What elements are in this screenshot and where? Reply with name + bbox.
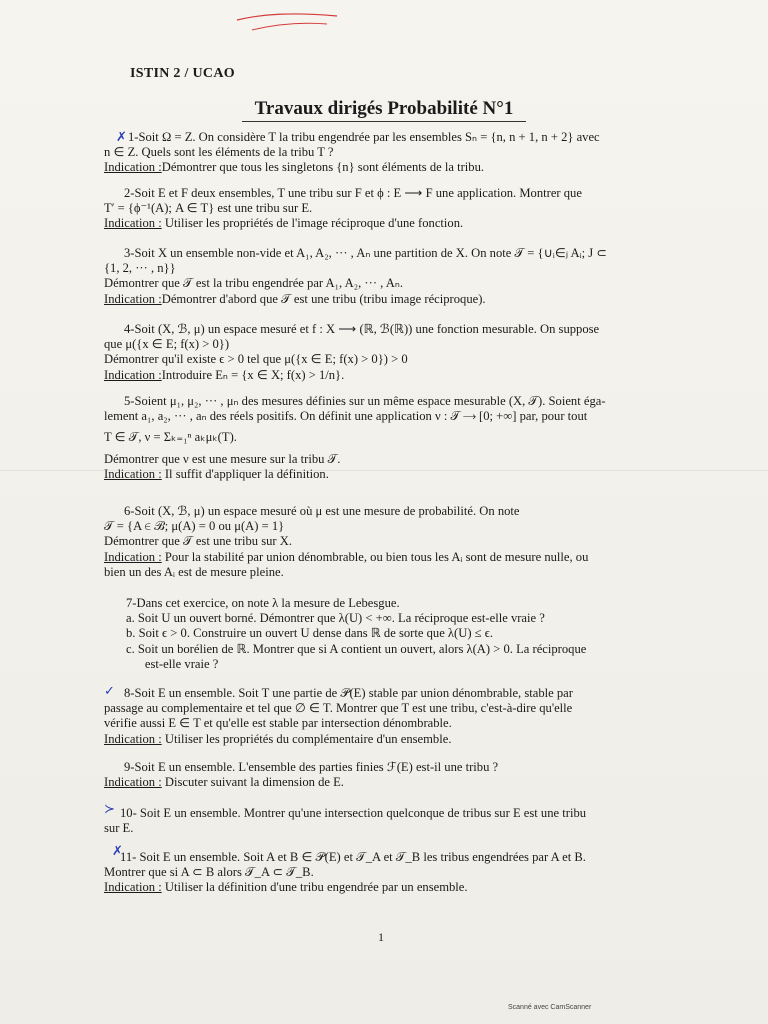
exercise-line: passage au complementaire et tel que ∅ ∈ T. Montrer que T est une tribu, c'est-à-dire qu'elle (104, 701, 573, 716)
exercise-line: sur E. (104, 821, 134, 836)
exercise-line: Démontrer que 𝒯 est la tribu engendrée par A₁, A₂, ··· , Aₙ. (104, 276, 404, 291)
indication (104, 880, 668, 895)
exercise-line: 7-Dans cet exercice, on note λ la mesure de Lebesgue. (126, 596, 400, 610)
document-title: Travaux dirigés Probabilité N°1 (254, 98, 514, 119)
indication (104, 160, 668, 175)
sub-item: c. Soit un borélien de ℝ. Montrer que si A contient un ouvert, alors λ(A) > 0. La réciproque (126, 641, 587, 656)
exercise-line: 10- Soit E un ensemble. Montrer qu'une intersection quelconque de tribus sur E est une tribu (120, 806, 587, 820)
red-pen-scribble (232, 8, 342, 38)
indication (104, 368, 668, 383)
title-underline (242, 121, 526, 122)
exercise-line: que μ({x ∈ E; f(x) > 0}) (104, 337, 230, 352)
exercise-7 (126, 596, 668, 672)
exercise-line: Montrer que si A ⊂ B alors 𝒯_A ⊂ 𝒯_B. (104, 865, 314, 880)
indication-label: Indication : (104, 731, 162, 746)
exercise-line: Démontrer que ν est une mesure sur la tribu 𝒯. (104, 451, 341, 466)
indication-text: Utiliser les propriétés du complémentaire d'un ensemble. (161, 731, 452, 746)
indication (104, 732, 668, 747)
exercise-6 (104, 504, 668, 580)
exercise-line: 6-Soit (X, ℬ, μ) un espace mesuré où μ est une mesure de probabilité. On note (124, 504, 520, 518)
page-number: 1 (378, 930, 384, 944)
indication (104, 467, 668, 482)
institution-header: ISTIN 2 / UCAO (130, 66, 235, 81)
exercise-1 (104, 130, 668, 176)
indication-label: Indication : (104, 880, 162, 895)
exercise-line: n ∈ Z. Quels sont les éléments de la tribu T ? (104, 145, 334, 160)
exercise-line: T ∈ 𝒯, ν = Σₖ₌₁ⁿ aₖμₖ(T). (104, 430, 237, 445)
sub-item: a. Soit U un ouvert borné. Démontrer que λ(U) < +∞. La réciproque est-elle vraie ? (126, 611, 545, 626)
indication-text: Utiliser les propriétés de l'image réciproque d'une fonction. (161, 216, 464, 231)
exercise-line: 11- Soit E un ensemble. Soit A et B ∈ 𝒫(E) et 𝒯_A et 𝒯_B les tribus engendrées par A et B. (120, 850, 586, 864)
exercise-line: 5-Soient μ₁, μ₂, ··· , μₙ des mesures définies sur un même espace mesurable (X, 𝒯). Soient éga- (124, 394, 606, 408)
pen-check-mark: ✓ (104, 684, 115, 699)
exercise-line: 3-Soit X un ensemble non-vide et A₁, A₂, ··· , Aₙ une partition de X. On note 𝒯 = {∪ᵢ∈ⱼ Aᵢ; J ⊂ (124, 246, 607, 260)
indication-text: Pour la stabilité par union dénombrable, ou bien tous les Aᵢ sont de mesure nulle, ou (161, 549, 589, 564)
exercise-line: 8-Soit E un ensemble. Soit T une partie de 𝒫(E) stable par union dénombrable, stable par (124, 686, 573, 700)
exercise-4 (104, 322, 668, 383)
exercise-line: 2-Soit E et F deux ensembles, T une tribu sur F et ϕ : E ⟶ F une application. Montrer que (124, 186, 582, 200)
indication (104, 775, 668, 790)
indication-label: Indication : (104, 160, 162, 175)
exercise-2 (104, 186, 668, 232)
exercise-9 (104, 760, 668, 790)
pen-tick-mark: ✗ (112, 844, 123, 859)
exercise-line: vérifie aussi E ∈ T et qu'elle est stable par intersection dénombrable. (104, 716, 452, 731)
exercise-line: 9-Soit E un ensemble. L'ensemble des parties finies ℱ(E) est-il une tribu ? (124, 760, 499, 774)
indication (104, 550, 668, 565)
indication-label: Indication : (104, 466, 162, 481)
indication-text: Il suffit d'appliquer la définition. (161, 466, 329, 481)
exercise-7-items (126, 611, 668, 672)
exercise-line: {1, 2, ··· , n}} (104, 261, 176, 276)
exercise-line: 4-Soit (X, ℬ, μ) un espace mesuré et f : X ⟶ (ℝ, ℬ(ℝ)) une fonction mesurable. On suppose (124, 322, 600, 336)
indication-text: Démontrer d'abord que 𝒯 est une tribu (tribu image réciproque). (161, 291, 486, 306)
indication-label: Indication : (104, 216, 162, 231)
indication-text: Discuter suivant la dimension de E. (161, 775, 344, 790)
pen-tick-mark: ≻ (104, 802, 115, 817)
pen-tick-mark: ✗ (116, 130, 127, 145)
exercise-11 (104, 850, 668, 896)
indication (104, 292, 668, 307)
exercise-5 (104, 394, 668, 482)
indication-label: Indication : (104, 367, 162, 382)
sub-item: b. Soit ϵ > 0. Construire un ouvert U dense dans ℝ de sorte que λ(U) ≤ ϵ. (126, 626, 493, 641)
exercise-line: 1-Soit Ω = Z. On considère T la tribu engendrée par les ensembles Sₙ = {n, n + 1, n + 2} avec (128, 130, 600, 144)
scanner-watermark: Scanné avec CamScanner (508, 1004, 592, 1011)
exercise-10 (104, 806, 668, 836)
indication-continuation: bien un des Aᵢ est de mesure pleine. (104, 564, 284, 579)
exercise-8 (104, 686, 668, 747)
exercise-line: Démontrer que 𝒯 est une tribu sur X. (104, 534, 293, 549)
exercise-line: 𝒯 = {A ∈ ℬ; μ(A) = 0 ou μ(A) = 1} (104, 519, 285, 534)
indication-text: Utiliser la définition d'une tribu engendrée par un ensemble. (161, 880, 468, 895)
sub-item: est-elle vraie ? (126, 656, 219, 671)
indication-text: Démontrer que tous les singletons {n} sont éléments de la tribu. (161, 160, 485, 175)
exercise-line: Démontrer qu'il existe ϵ > 0 tel que μ({x ∈ E; f(x) > 0}) > 0 (104, 352, 408, 367)
exercise-line: lement a₁, a₂, ··· , aₙ des réels positifs. On définit une application ν : 𝒯 ⟶ [0; +∞] par, pour tout (104, 409, 588, 424)
indication-label: Indication : (104, 775, 162, 790)
indication-text: Introduire Eₙ = {x ∈ X; f(x) > 1/n}. (161, 367, 345, 382)
indication-label: Indication : (104, 549, 162, 564)
indication (104, 216, 668, 231)
exercise-3 (104, 246, 668, 307)
indication-label: Indication : (104, 291, 162, 306)
exercise-line: T′ = {ϕ⁻¹(A); A ∈ T} est une tribu sur E. (104, 201, 313, 216)
